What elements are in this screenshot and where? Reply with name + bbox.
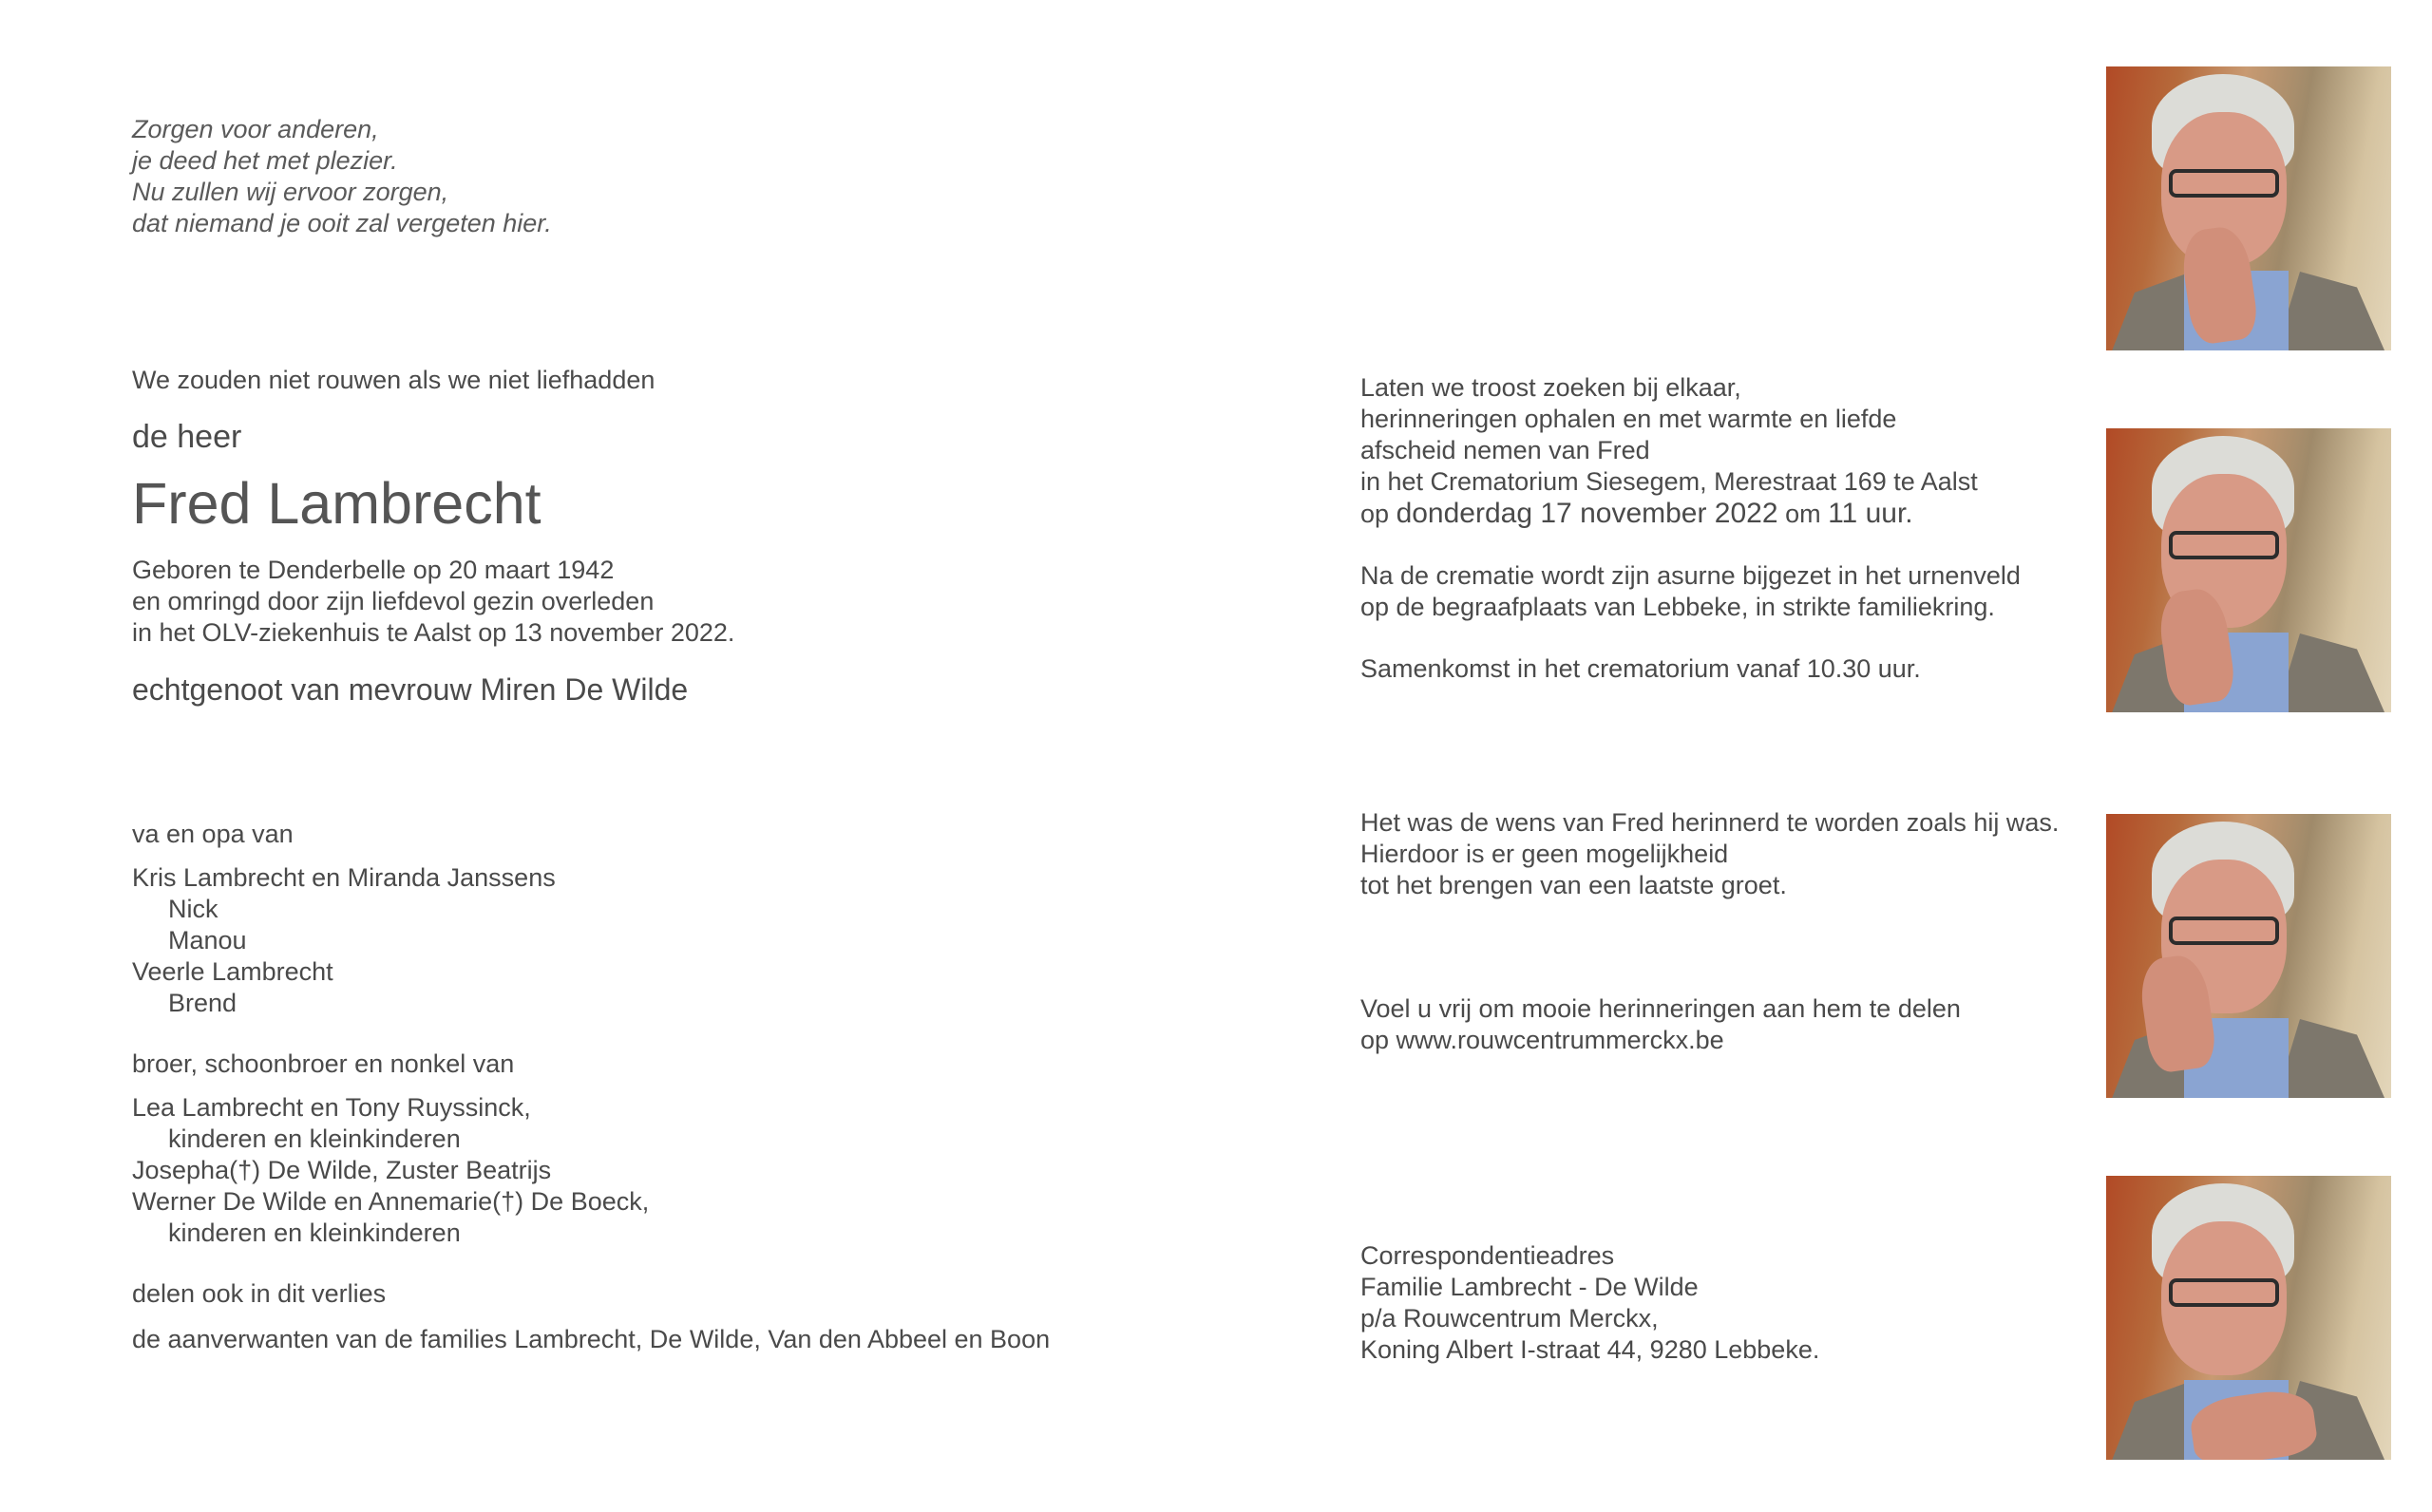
- gathering-line: Samenkomst in het crematorium vanaf 10.30 uur.: [1360, 654, 1921, 683]
- date-prefix: op: [1360, 500, 1390, 528]
- ceremony-line: in het Crematorium Siesegem, Merestraat 169 te Aalst: [1360, 467, 1978, 496]
- sibling-entry: Werner De Wilde en Annemarie(†) De Boeck,: [132, 1187, 650, 1216]
- wish-line: Het was de wens van Fred herinnerd te worden zoals hij was.: [1360, 808, 2060, 837]
- ceremony-date: donderdag 17 november 2022: [1396, 498, 1778, 529]
- share-heading: delen ook in dit verlies: [132, 1279, 387, 1308]
- wish-line: tot het brengen van een laatste groet.: [1360, 871, 1787, 899]
- poem-line: Nu zullen wij ervoor zorgen,: [132, 178, 449, 206]
- portrait-photo-2: [2106, 428, 2391, 712]
- ceremony-line: Laten we troost zoeken bij elkaar,: [1360, 373, 1741, 402]
- memories-link: op www.rouwcentrummerckx.be: [1360, 1026, 1724, 1054]
- poem: [132, 114, 552, 239]
- family-member: Kris Lambrecht en Miranda Janssens: [132, 863, 556, 892]
- family-member: Nick: [168, 895, 218, 923]
- sibling-entry: kinderen en kleinkinderen: [168, 1125, 461, 1153]
- urn-info: [1360, 560, 2021, 623]
- address-line: Familie Lambrecht - De Wilde: [1360, 1273, 1699, 1301]
- memories-line: Voel u vrij om mooie herinneringen aan hem te delen: [1360, 994, 1961, 1023]
- urn-line: op de begraafplaats van Lebbeke, in strikte familiekring.: [1360, 593, 1995, 621]
- poem-line: dat niemand je ooit zal vergeten hier.: [132, 209, 552, 237]
- siblings-heading: broer, schoonbroer en nonkel van: [132, 1049, 515, 1078]
- urn-line: Na de crematie wordt zijn asurne bijgezet in het urnenveld: [1360, 561, 2021, 590]
- sibling-entry: Josepha(†) De Wilde, Zuster Beatrijs: [132, 1156, 552, 1184]
- spouse-line: echtgenoot van mevrouw Miren De Wilde: [132, 672, 689, 707]
- address-line: Koning Albert I-straat 44, 9280 Lebbeke.: [1360, 1335, 1820, 1364]
- family-member: Manou: [168, 926, 247, 954]
- address-line: p/a Rouwcentrum Merckx,: [1360, 1304, 1659, 1332]
- date-mid: om: [1785, 500, 1821, 528]
- family-list: [132, 862, 556, 1019]
- sibling-entry: kinderen en kleinkinderen: [168, 1219, 461, 1247]
- deceased-name: Fred Lambrecht: [132, 471, 542, 536]
- intro-line: We zouden niet rouwen als we niet liefhadden: [132, 366, 656, 394]
- portrait-photo-4: [2106, 1176, 2391, 1460]
- birth-death-info: [132, 555, 734, 649]
- family-heading: va en opa van: [132, 820, 294, 848]
- portrait-photo-1: [2106, 66, 2391, 350]
- portrait-photo-3: [2106, 814, 2391, 1098]
- birth-death-line: en omringd door zijn liefdevol gezin overleden: [132, 587, 655, 615]
- poem-line: Zorgen voor anderen,: [132, 115, 379, 143]
- address-line: Correspondentieadres: [1360, 1241, 1615, 1270]
- birth-death-line: in het OLV-ziekenhuis te Aalst op 13 november 2022.: [132, 618, 735, 647]
- birth-death-line: Geboren te Denderbelle op 20 maart 1942: [132, 556, 615, 584]
- wish-line: Hierdoor is er geen mogelijkheid: [1360, 840, 1729, 868]
- ceremony-time: 11 uur.: [1828, 498, 1913, 529]
- wish-info: [1360, 807, 2059, 901]
- memories-info: [1360, 993, 1961, 1056]
- ceremony-date-line: [1360, 498, 1978, 530]
- poem-line: je deed het met plezier.: [132, 146, 398, 175]
- sibling-entry: Lea Lambrecht en Tony Ruyssinck,: [132, 1093, 531, 1122]
- relatives-line: de aanverwanten van de families Lambrecht, De Wilde, Van den Abbeel en Boon: [132, 1325, 1051, 1353]
- family-member: Veerle Lambrecht: [132, 957, 333, 986]
- family-member: Brend: [168, 989, 238, 1017]
- salutation: de heer: [132, 419, 242, 455]
- ceremony-info: [1360, 372, 1978, 530]
- correspondence-address: [1360, 1240, 1819, 1366]
- ceremony-line: herinneringen ophalen en met warmte en liefde: [1360, 405, 1897, 433]
- siblings-list: [132, 1092, 649, 1249]
- ceremony-line: afscheid nemen van Fred: [1360, 436, 1650, 464]
